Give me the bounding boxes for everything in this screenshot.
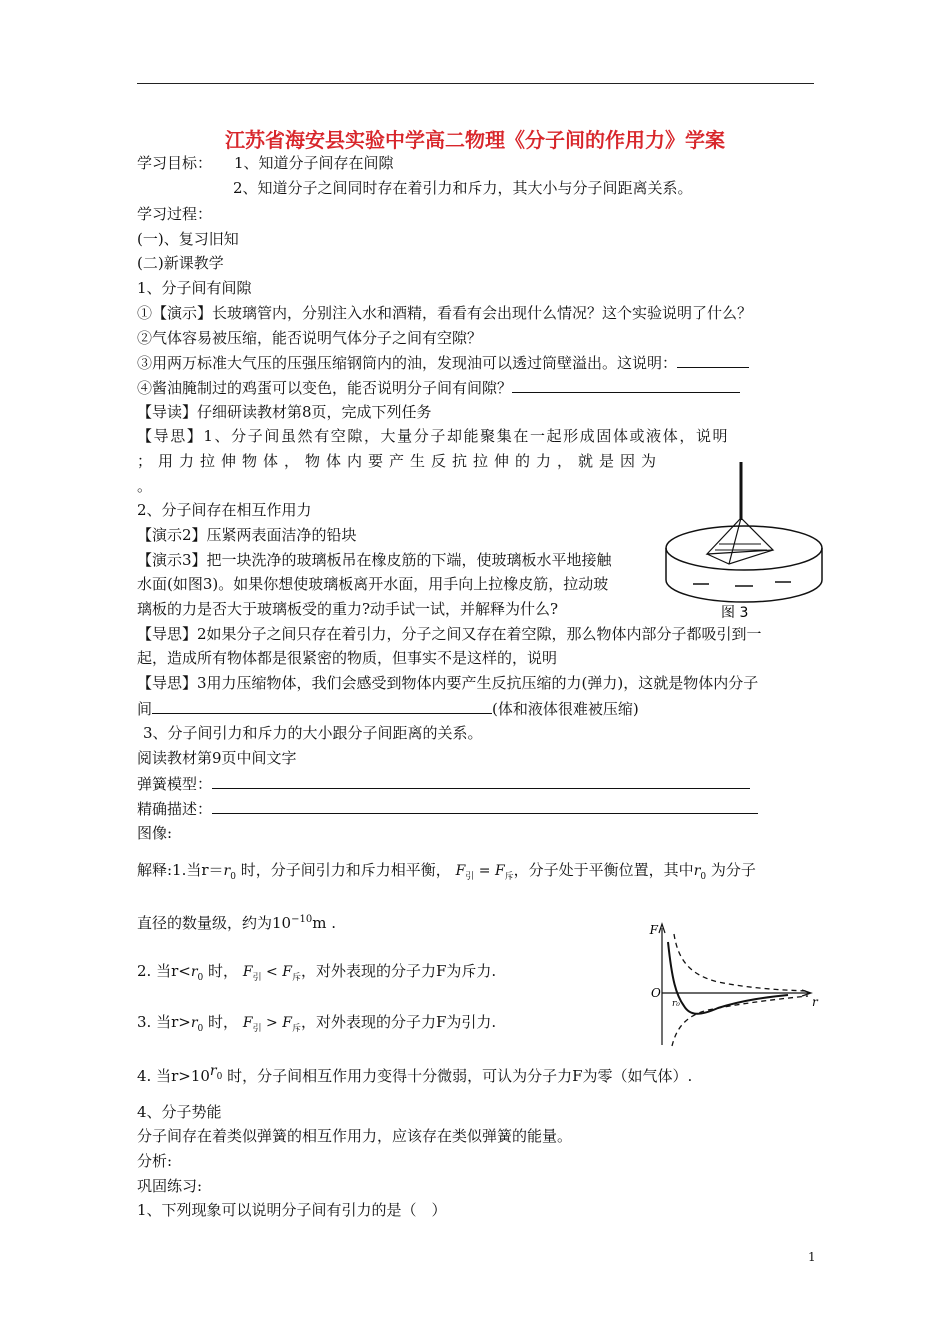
answer-blank[interactable] — [677, 352, 749, 368]
figure-3-diagram — [663, 458, 823, 628]
demo-1: ①【演示】长玻璃管内，分别注入水和酒精，看看有会出现什么情况？这个实验说明了什么？ — [137, 304, 753, 322]
section-1-heading: 1、分子间有间隙 — [137, 279, 252, 297]
answer-blank[interactable] — [152, 698, 492, 714]
thinking-guide-2-cont: 起，造成所有物体都是很紧密的物质，但事实不是这样的，说明 — [137, 649, 558, 667]
explanation-4: 4. 当$r>10r_0$ 时，分子间相互作用力变得十分微弱，可认为分子力F为零（如气体）. — [137, 1063, 693, 1085]
potential-energy-text: 分子间存在着类似弹簧的相互作用力，应该存在类似弹簧的能量。 — [137, 1127, 573, 1145]
practice-question-1: 1、下列现象可以说明分子间有引力的是（ ） — [137, 1201, 447, 1219]
r0-symbol: $r_0$ — [190, 964, 204, 983]
precise-description: 精确描述： — [137, 798, 758, 819]
force-inequality: $F_引 > F_斥$ — [242, 1015, 301, 1034]
r0-symbol: $r_0$ — [693, 863, 707, 882]
demo-3-cont: 水面(如图3)。如果你想使玻璃板离开水面，用手向上拉橡皮筋，拉动玻 — [137, 575, 609, 593]
force-distance-graph — [648, 920, 818, 1050]
explanation-1-cont: 直径的数量级，约为$10^{-10}m$ . — [137, 914, 337, 932]
r0-symbol: $r_0$ — [209, 1063, 223, 1082]
answer-blank[interactable] — [212, 798, 758, 814]
demo-3: 【演示3】把一块洗净的玻璃板吊在橡皮筋的下端，使玻璃板水平地接触 — [137, 551, 612, 569]
spring-model: 弹簧模型： — [137, 773, 750, 794]
graph-origin-label: O — [651, 986, 661, 1000]
question-3: ③用两万标准大气压的压强压缩钢筒内的油，发现油可以透过筒壁溢出。这说明： — [137, 352, 749, 373]
practice-heading: 巩固练习: — [137, 1177, 203, 1195]
demo-3-end: 璃板的力是否大于玻璃板受的重力?动手试一试，并解释为什么? — [137, 600, 559, 618]
image-label: 图像: — [137, 824, 173, 842]
thinking-guide-1-cont: ；用力拉伸物体，物体内要产生反抗拉伸的力，就是因为 — [137, 452, 663, 470]
page-number: 1 — [808, 1250, 816, 1264]
explanation-2: 2. 当$r<r_0$ 时， $F_引 < F_斥$，对外表现的分子力F为斥力. — [137, 962, 497, 983]
explanation-1: 解释:1.当$r=r_0$ 时，分子间引力和斥力相平衡， $F_引 = F_斥$，分子处于平衡位置，其中$r_0$ 为分子 — [137, 861, 756, 882]
figure-3-caption: 图 3 — [721, 605, 749, 621]
reading-guide-2: 阅读教材第9页中间文字 — [137, 749, 297, 767]
learning-goals: 学习目标： 1、知道分子间存在间隙 — [137, 154, 394, 172]
r0-symbol: $r_0$ — [223, 863, 236, 882]
page-title: 江苏省海安县实验中学高二物理《分子间的作用力》学案 — [225, 128, 725, 152]
graph-y-label: F — [649, 923, 658, 937]
question-2: ②气体容易被压缩，能否说明气体分子之间有空隙？ — [137, 329, 483, 347]
thinking-guide-2: 【导思】2如果分子之间只存在着引力，分子之间又存在着空隙，那么物体内部分子都吸引到一 — [137, 625, 762, 643]
thinking-guide-3: 【导思】3用力压缩物体，我们会感受到物体内要产生反抗压缩的力(弹力)，这就是物体内分子 — [137, 674, 759, 692]
header-rule — [137, 83, 814, 84]
explanation-3: 3. 当$r>r_0$ 时， $F_引 > F_斥$，对外表现的分子力F为引力. — [137, 1013, 497, 1034]
thinking-guide-1-end: 。 — [137, 477, 153, 495]
analysis-label: 分析: — [137, 1152, 173, 1170]
new-lesson-heading: (二)新课教学 — [137, 254, 224, 272]
question-4: ④酱油腌制过的鸡蛋可以变色，能否说明分子间有间隙？ — [137, 377, 740, 398]
molecular-size: $10^{-10}m$ — [272, 914, 327, 932]
r0-symbol: $r_0$ — [190, 1015, 204, 1034]
answer-blank[interactable] — [212, 773, 750, 789]
force-equation: $F_引 = F_斥$ — [455, 863, 514, 882]
process-heading: 学习过程： — [137, 205, 213, 223]
goal-2: 2、知道分子之间同时存在着引力和斥力，其大小与分子间距离关系。 — [233, 179, 693, 197]
answer-blank[interactable] — [512, 377, 740, 393]
graph-x-label: r — [812, 995, 818, 1009]
section-3-heading: 3、分子间引力和斥力的大小跟分子间距离的关系。 — [143, 724, 483, 742]
reading-guide-1: 【导读】仔细研读教材第8页，完成下列任务 — [137, 403, 432, 421]
thinking-guide-1: 【导思】1、分子间虽然有空隙，大量分子却能聚集在一起形成固体或液体，说明 — [137, 427, 730, 445]
demo-2: 【演示2】压紧两表面洁净的铅块 — [137, 526, 357, 544]
section-4-heading: 4、分子势能 — [137, 1103, 222, 1121]
force-inequality: $F_引 < F_斥$ — [242, 964, 301, 983]
review-heading: (一)、复习旧知 — [137, 230, 239, 248]
section-2-heading: 2、分子间存在相互作用力 — [137, 501, 312, 519]
thinking-guide-3-cont: 间 (体和液体很难被压缩) — [137, 700, 639, 718]
graph-r0-label: r₀ — [672, 999, 680, 1009]
